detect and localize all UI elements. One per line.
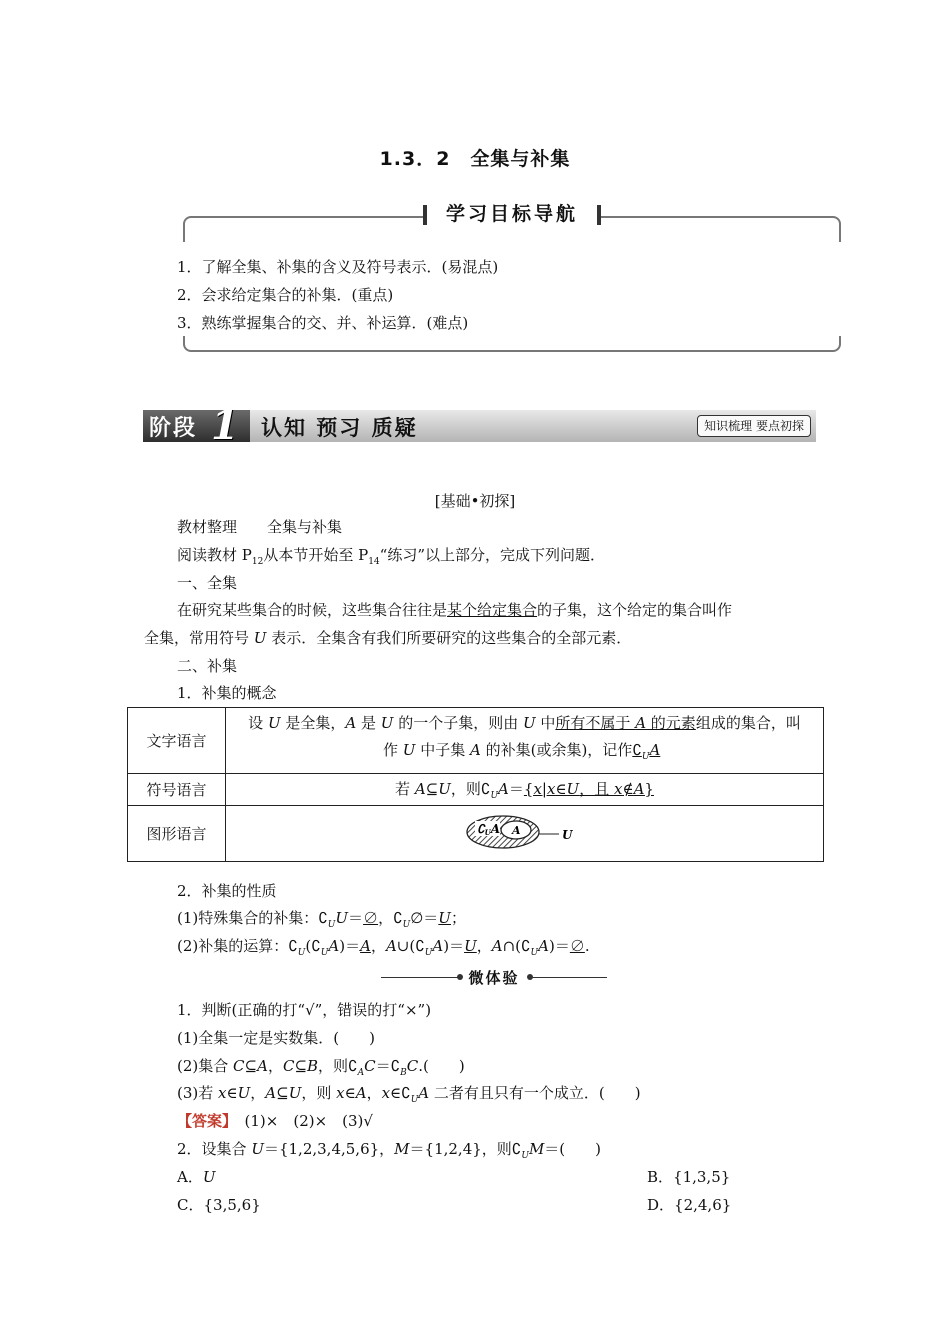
reading-instruction: 阅读教材 $P_{12}$从本节开始至 $P_{14}“$练习”以上部分，完成下列问题． xyxy=(177,546,605,567)
universal-definition: 在研究某些集合的时候，这些集合往往是某个给定集合的子集，这个给定的集合叫作 xyxy=(177,601,733,619)
option-d[interactable]: D．{2,4,6} xyxy=(647,1196,732,1214)
box-bottom-border xyxy=(183,336,841,352)
stage-title: 认知 预习 质疑 xyxy=(261,416,418,440)
page-title: 1.3．2 全集与补集 xyxy=(379,148,571,170)
venn-diagram xyxy=(465,812,585,852)
stage-number: 1 xyxy=(211,402,239,449)
table-row xyxy=(128,774,824,806)
row-label: 符号语言 xyxy=(128,774,226,806)
universal-definition-cont: 全集，常用符号 U 表示．全集含有我们所要研究的这些集合的全部元素． xyxy=(144,629,632,647)
table-row xyxy=(128,806,824,862)
stage-label: 阶段 xyxy=(149,416,198,441)
objective-item: 1．了解全集、补集的含义及符号表示．(易混点) xyxy=(177,258,499,276)
text-language-cell: 设 U 是全集，A 是 U 的一个子集，则由 U 中所有不属于 A 的元素组成的集合，叫 作 U 中子集 A 的补集(或余集)，记作$∁_UA$ xyxy=(226,708,824,774)
graphic-language-cell xyxy=(226,806,824,862)
stage-badge xyxy=(143,402,250,449)
heading-universal-set: 一、全集 xyxy=(177,574,238,592)
heading-concept: 1．补集的概念 xyxy=(177,684,277,702)
stage-banner xyxy=(143,402,816,449)
micro-experience-heading: 微体验 xyxy=(468,969,520,987)
micro-experience-divider xyxy=(381,967,607,989)
stage-tag: 知识梳理 要点初探 xyxy=(697,415,811,437)
section-bracket: [基础•初探] xyxy=(434,492,516,510)
symbol-language-cell: 若 A⊆U，则$∁_UA=\{x|x\in U$，且 x∉A} xyxy=(226,774,824,806)
divider-line xyxy=(529,977,607,978)
property-special: (1)特殊集合的补集：$∁_UU=\emptyset$，$∁_U\emptyset=U$； xyxy=(177,909,466,930)
option-a[interactable]: A．U xyxy=(177,1168,216,1186)
row-label: 图形语言 xyxy=(128,806,226,862)
properties-heading: 2．补集的性质 xyxy=(177,882,277,900)
objective-item: 3．熟练掌握集合的交、并、补运算．(难点) xyxy=(177,314,469,332)
heading-complement: 二、补集 xyxy=(177,657,238,675)
objectives-heading: 学习目标导航 xyxy=(423,199,601,229)
universe-label: U xyxy=(561,827,572,842)
question-1-item: (1)全集一定是实数集．( ) xyxy=(177,1029,375,1047)
option-c[interactable]: C．{3,5,6} xyxy=(177,1196,261,1214)
question-1-stem: 1．判断(正确的打“√”，错误的打“×”) xyxy=(177,1001,432,1019)
question-2-stem: 2．设集合 U＝{1,2,3,4,5,6}，M＝{1,2,4}，则$∁_UM=$( ) xyxy=(177,1140,602,1161)
row-label: 文字语言 xyxy=(128,708,226,774)
objective-item: 2．会求给定集合的补集．(重点) xyxy=(177,286,394,304)
question-1-answer: 【答案】 (1)× (2)× (3)√ xyxy=(177,1112,373,1130)
table-row xyxy=(128,708,824,774)
subset-a-label: A xyxy=(511,823,521,837)
property-operations: (2)补集的运算：$∁_U(∁_UA)=A$，$A\cup(∁_UA)=U$，$A\cap(∁_UA)=\emptyset$. xyxy=(177,937,590,958)
divider-line xyxy=(381,977,459,978)
question-1-item: (2)集合 C⊆A，C⊆B，则$∁_AC=∁_BC$.( ) xyxy=(177,1057,465,1078)
complement-label: ∁UA xyxy=(476,821,500,837)
material-heading: 教材整理 全集与补集 xyxy=(177,518,343,536)
option-b[interactable]: B．{1,3,5} xyxy=(647,1168,731,1186)
question-1-item: (3)若 x∈U，A⊆U，则 x∈A，$x\in∁_UA$ 二者有且只有一个成立．( ) xyxy=(177,1084,641,1105)
concept-table xyxy=(127,707,824,862)
